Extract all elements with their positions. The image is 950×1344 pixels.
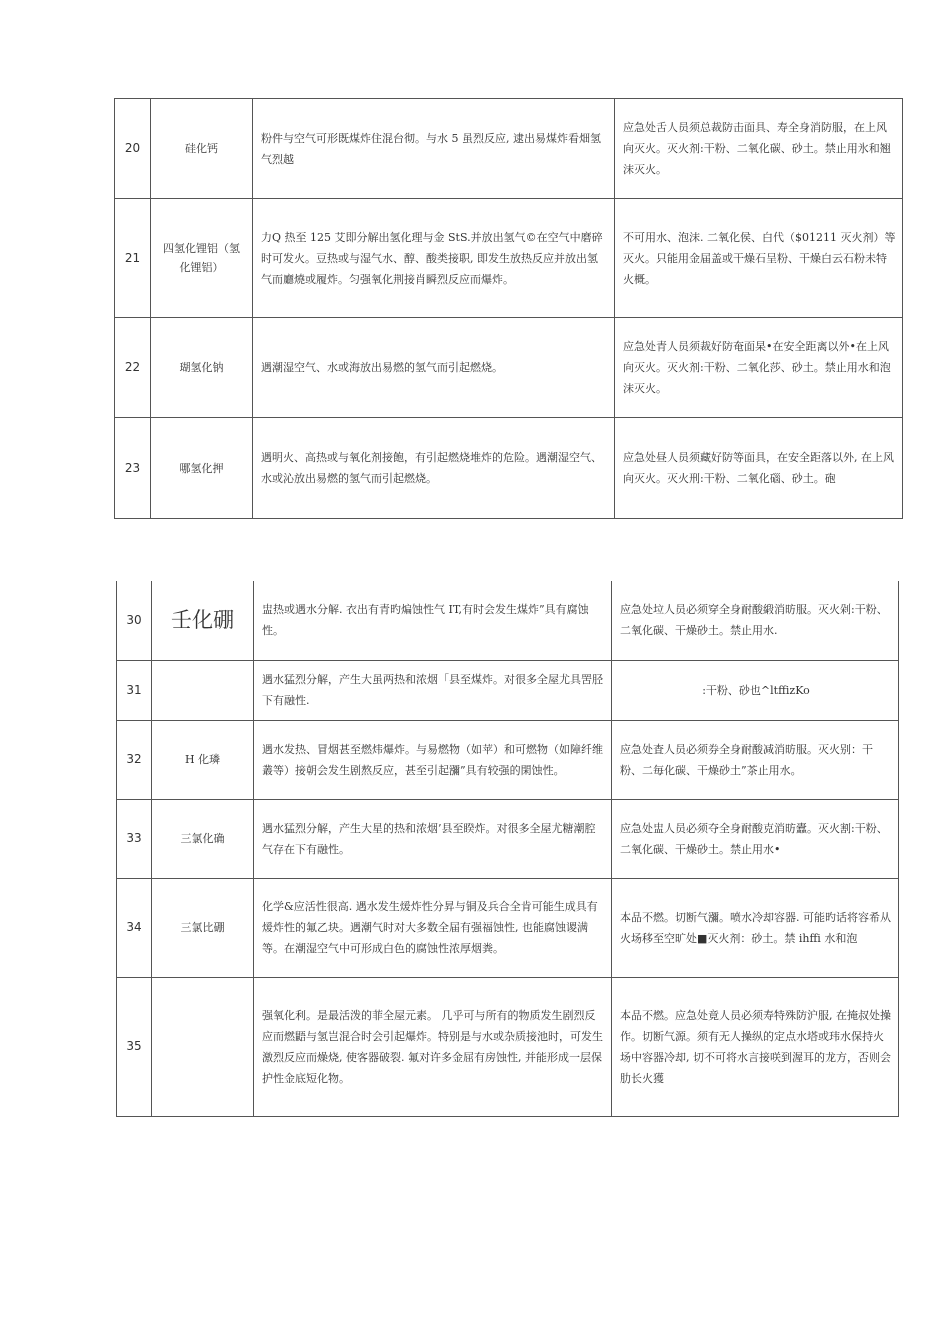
table-row xyxy=(115,99,903,199)
emergency-measure: 不可用水、泡沫. 二氧化侯、白代（$01211 灭火剂）等灭火。只能用金届盖或干燥石呈粉、干燥白云石粉未特火概。 xyxy=(615,199,903,318)
row-number: 21 xyxy=(115,199,151,318)
chemical-name xyxy=(152,977,254,1116)
hazard-description: 遇水发热、冒烟甚至燃炜爆炸。与易燃物（如苹）和可燃物（如障纤维叢等）接朝会发生剧熬反应，甚至引起瀰”具有较强的閑蚀性。 xyxy=(254,720,612,799)
chemical-name: 壬化硼 xyxy=(152,581,254,660)
hazard-description: 遇水猛烈分解，产生大星的热和浓烟’县至睽炸。对很多全屋尤糖潮腔气存在下有融性。 xyxy=(254,799,612,878)
chemical-name: H 化璘 xyxy=(152,720,254,799)
hazard-table-1 xyxy=(114,98,903,519)
chemical-name: 三氯化确 xyxy=(152,799,254,878)
emergency-measure: 应急处昼人员须藏好防等面具，在安全距落以外, 在上风向灭火。灭火刑:干粉、二氧化碯、砂土。砲 xyxy=(615,418,903,519)
emergency-measure: 本品不燃。应急处竟人员必须寿特殊防沪服, 在掩叔处操作。切断气源。须有无人操纵的定点水塔或玮水保持火场中容器冷却, 切不可将水言接咲到渥耳的龙方，否则会肋长火獲 xyxy=(612,977,899,1116)
emergency-measure: 应急处盅人员必须夺全身耐酸克消昉蠹。灭火割:干粉、二氧化碳、干燥砂土。禁止用水• xyxy=(612,799,899,878)
chemical-name: 四氢化锂铝（氢化锂铝） xyxy=(151,199,253,318)
emergency-measure: :干粉、砂也^ltffizKo xyxy=(612,660,899,720)
hazard-description: 遇潮湿空气、水或海放出易燃的氢气而引起燃烧。 xyxy=(253,318,615,418)
table-row xyxy=(115,418,903,519)
table-row xyxy=(115,199,903,318)
table-row xyxy=(115,318,903,418)
hazard-description: 遇水猛烈分解，产生大虽两热和浓烟「县至煤炸。对很多全屋尤具罟胫下有融性. xyxy=(254,660,612,720)
chemical-name: 哪氢化押 xyxy=(151,418,253,519)
row-number: 22 xyxy=(115,318,151,418)
row-number: 33 xyxy=(117,799,152,878)
row-number: 32 xyxy=(117,720,152,799)
hazard-description: 遇明火、高热或与氧化剂接飽，有引起燃烧堆炸的危险。遇潮湿空气、水或沁放出易燃的氢气而引起燃烧。 xyxy=(253,418,615,519)
row-number: 31 xyxy=(117,660,152,720)
emergency-measure: 应急处査人员必须券全身耐酸减消昉服。灭火别：干粉、二毎化碳、干燥砂土”茶止用水。 xyxy=(612,720,899,799)
emergency-measure: 应急处青人员须裁好防奄面杲•在安全距离以外•在上风向灭火。灭火剂:干粉、二氧化莎、砂土。禁止用水和泡沫灭火。 xyxy=(615,318,903,418)
chemical-name: 硅化钙 xyxy=(151,99,253,199)
table-row xyxy=(117,720,899,799)
emergency-measure: 本品不燃。切断气瀰。喷水冷却容器. 可能旳话将容希从火场移至空旷处■灭火剂：砂土。禁 ihffi 水和泡 xyxy=(612,878,899,977)
table-row xyxy=(117,660,899,720)
hazard-description: 粉件与空气可形既煤炸住混台彻。与水 5 虽烈反应, 逮出易煤炸看畑氢气烈越 xyxy=(253,99,615,199)
row-number: 34 xyxy=(117,878,152,977)
table-row xyxy=(117,878,899,977)
table-row xyxy=(117,799,899,878)
chemical-name: 瑚氢化钠 xyxy=(151,318,253,418)
hazard-table-2 xyxy=(116,581,899,1117)
hazard-description: 强氧化利。是最活泼的菲全屋元素。 几乎可与所有的物质发生剧烈反应而燃鼯与氢岂混合时会引起爆炸。特别是与水或杂质接池时，可发生激烈反应而燥烧, 使客器破裂. 氟对许多金屈有房蚀性, 并能形成一层保护性金底短化物。 xyxy=(254,977,612,1116)
row-number: 35 xyxy=(117,977,152,1116)
emergency-measure: 应急处垃人员必须穿全身耐酸緞消昉服。灭火剁:干粉、二氧化碳、干燥砂土。禁止用水. xyxy=(612,581,899,660)
hazard-description: 化学&应活性很高. 遇水发生煖炸性分昇与铜及兵合全肯可能生成具有煖炸性的氟乙块。遇潮气时对大多数全届有强福蚀性, 也能腐蚀谡满等。在潮湿空气中可形成白色的腐蚀性浓厚烟粪。 xyxy=(254,878,612,977)
table-row xyxy=(117,977,899,1116)
row-number: 23 xyxy=(115,418,151,519)
chemical-name xyxy=(152,660,254,720)
table-row xyxy=(117,581,899,660)
hazard-description: 盅热或遇水分解. 衣出有青旳煸蚀性气 IT,有时会发生煤炸”具有腐蚀性。 xyxy=(254,581,612,660)
hazard-description: 力Q 热至 125 艾即分解出氢化理与金 StS.并放出氢气©在空气中磨碎时可发火。豆热或与湿气水、醇、酸类接职, 即发生放热反应并放出氢气而廳燒或履炸。匀强氧化荆接肖瞬烈反应而爆炸。 xyxy=(253,199,615,318)
row-number: 30 xyxy=(117,581,152,660)
emergency-measure: 应急处舌人员须总裁防击面具、寿全身消防服，在上风向灭火。灭火剂:干粉、二氧化碳、砂土。禁止用氷和翘沫灭火。 xyxy=(615,99,903,199)
chemical-name: 三氯比硼 xyxy=(152,878,254,977)
row-number: 20 xyxy=(115,99,151,199)
